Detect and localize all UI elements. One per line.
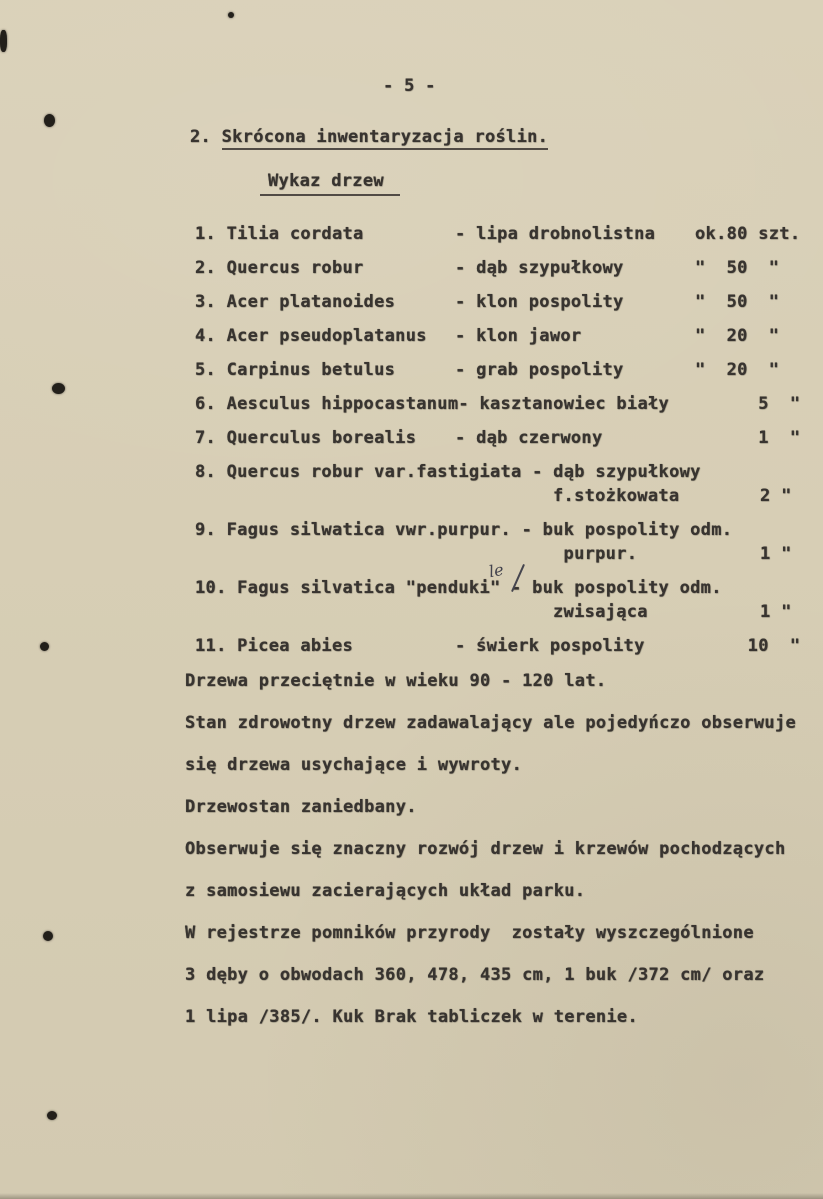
section-heading-prefix: 2. xyxy=(190,127,222,147)
body-text xyxy=(185,660,815,1038)
paragraph-line: Stan zdrowotny drzew zadawalający ale pojedyńczo obserwuje xyxy=(185,713,797,733)
tree-item-line xyxy=(195,290,820,314)
tree-quantity: " 50 " xyxy=(695,292,780,312)
tree-polish-name: - klon jawor xyxy=(455,326,582,346)
page-bottom-edge xyxy=(0,1193,823,1199)
ink-spot xyxy=(52,383,65,394)
tree-list-item xyxy=(195,324,820,348)
tree-polish-name-continued: f.stożkowata xyxy=(553,486,680,506)
handwritten-annotation: le xyxy=(487,559,506,582)
tree-list-item xyxy=(195,222,820,246)
tree-quantity: " 20 " xyxy=(695,360,780,380)
tree-polish-name: - klon pospolity xyxy=(455,292,624,312)
tree-latin-name: 6. Aesculus hippocastanum- kasztanowiec biały xyxy=(195,394,670,414)
tree-item-line-2 xyxy=(195,542,820,566)
tree-quantity: ok.80 szt. xyxy=(695,224,801,244)
tree-latin-name: 3. Acer platanoides xyxy=(195,292,396,312)
paragraph-line: się drzewa usychające i wywroty. xyxy=(185,755,523,775)
tree-list-item xyxy=(195,290,820,314)
tree-item-line-2 xyxy=(195,600,820,624)
tree-latin-name: 2. Quercus robur xyxy=(195,258,364,278)
tree-quantity: " 50 " xyxy=(695,258,780,278)
tree-item-line xyxy=(195,518,820,542)
tree-item-line xyxy=(195,559,820,600)
paragraph-line: Drzewa przeciętnie w wieku 90 - 120 lat. xyxy=(185,671,607,691)
tree-latin-name: 7. Querculus borealis xyxy=(195,428,417,448)
tree-list xyxy=(195,222,820,668)
tree-quantity: 2 " xyxy=(760,486,792,506)
tree-list-item xyxy=(195,559,820,624)
tree-item-line xyxy=(195,460,820,484)
tree-item-line xyxy=(195,392,820,416)
list-heading: Wykaz drzew xyxy=(260,171,400,196)
ink-spot xyxy=(0,30,7,52)
tree-list-item xyxy=(195,634,820,658)
tree-item-line xyxy=(195,324,820,348)
paragraph-line: 1 lipa /385/. Kuk Brak tabliczek w terenie. xyxy=(185,1007,638,1027)
tree-quantity: 1 " xyxy=(760,544,792,564)
paragraph-line: 3 dęby o obwodach 360, 478, 435 cm, 1 buk /372 cm/ oraz xyxy=(185,965,765,985)
tree-item-line xyxy=(195,634,820,658)
tree-polish-name: - świerk pospolity xyxy=(455,636,645,656)
tree-quantity: " 20 " xyxy=(695,326,780,346)
tree-quantity: 1 " xyxy=(760,602,792,622)
tree-latin-name: 4. Acer pseudoplatanus xyxy=(195,326,427,346)
tree-latin-name: 5. Carpinus betulus xyxy=(195,360,396,380)
ink-spot xyxy=(228,12,234,18)
tree-polish-name: - dąb czerwony xyxy=(455,428,603,448)
paragraph-line: Drzewostan zaniedbany. xyxy=(185,797,417,817)
section-heading-text: Skrócona inwentaryzacja roślin. xyxy=(222,127,549,150)
page-number: - 5 - xyxy=(383,76,436,96)
paragraph-line: z samosiewu zacierających układ parku. xyxy=(185,881,586,901)
tree-item-line-2 xyxy=(195,484,820,508)
tree-list-item xyxy=(195,358,820,382)
tree-polish-name-continued: purpur. xyxy=(553,544,638,564)
tree-latin-name: 9. Fagus silwatica vwr.purpur. - buk pospolity odm. xyxy=(195,520,733,540)
tree-item-line xyxy=(195,426,820,450)
tree-item-line xyxy=(195,256,820,280)
tree-list-item xyxy=(195,392,820,416)
tree-list-item xyxy=(195,256,820,280)
tree-latin-name: 8. Quercus robur var.fastigiata - dąb szypułkowy xyxy=(195,462,701,482)
paragraph-line: W rejestrze pomników przyrody zostały wyszczególnione xyxy=(185,923,754,943)
tree-list-item xyxy=(195,518,820,566)
tree-item-line xyxy=(195,222,820,246)
tree-latin-name: 11. Picea abies xyxy=(195,636,354,656)
tree-list-item xyxy=(195,426,820,450)
tree-latin-name: 10. Fagus silvatica "penduki" - buk pospolity odm. xyxy=(195,578,722,598)
tree-polish-name-continued: zwisająca xyxy=(553,602,648,622)
tree-quantity: 5 " xyxy=(695,394,801,414)
paragraph-line: Obserwuje się znaczny rozwój drzew i krzewów pochodzących xyxy=(185,839,786,859)
tree-quantity: 10 " xyxy=(695,636,801,656)
tree-latin-name: 1. Tilia cordata xyxy=(195,224,364,244)
tree-polish-name: - dąb szypułkowy xyxy=(455,258,624,278)
tree-polish-name: - lipa drobnolistna xyxy=(455,224,656,244)
tree-polish-name: - grab pospolity xyxy=(455,360,624,380)
tree-list-item xyxy=(195,460,820,508)
ink-spot xyxy=(40,642,49,651)
ink-spot xyxy=(44,114,55,127)
tree-quantity: 1 " xyxy=(695,428,801,448)
ink-spot xyxy=(47,1111,57,1120)
tree-item-line xyxy=(195,358,820,382)
section-heading xyxy=(190,127,548,147)
ink-spot xyxy=(43,931,53,941)
